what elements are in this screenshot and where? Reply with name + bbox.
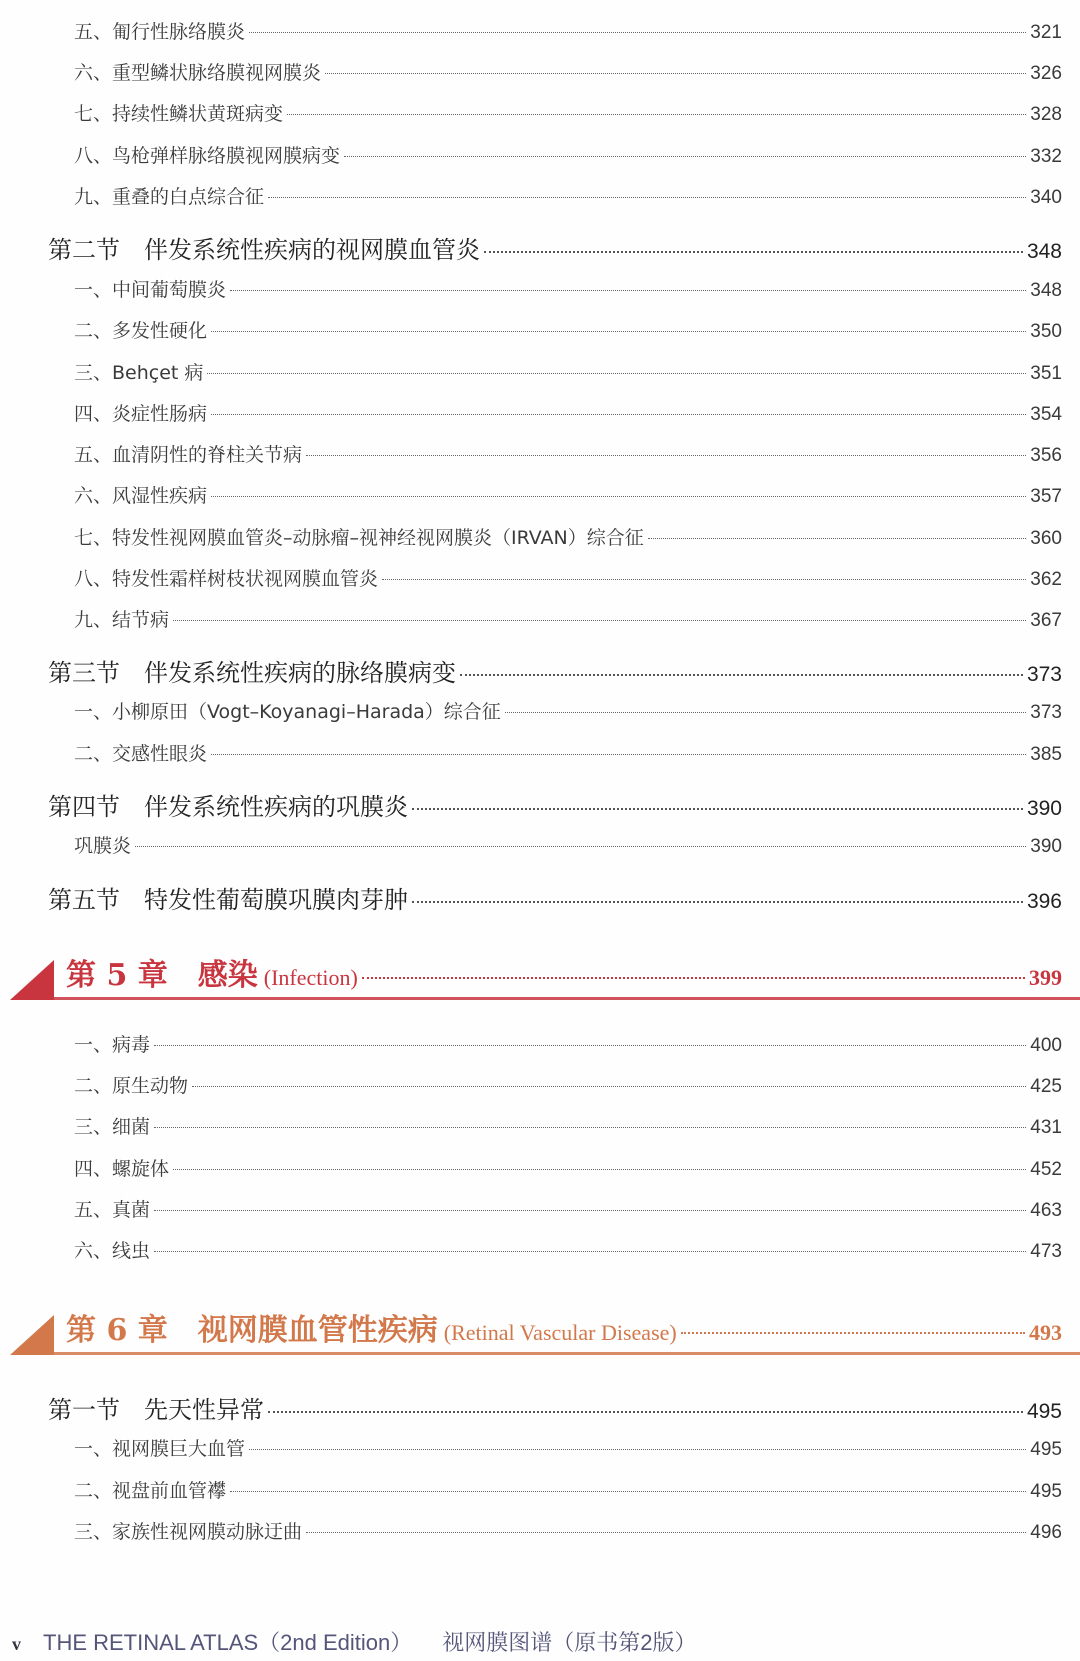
chapter-heading[interactable] [10, 1311, 1080, 1355]
dot-leader [681, 1332, 1025, 1334]
toc-entry[interactable] [74, 399, 1062, 425]
page-number: 473 [1030, 1241, 1062, 1262]
entry-title: 六、风湿性疾病 [74, 485, 208, 507]
toc-entry[interactable] [74, 697, 1062, 723]
entry-title: 九、重叠的白点综合征 [74, 186, 265, 208]
page-number: 495 [1026, 1400, 1062, 1423]
chapter-triangle-marker [10, 960, 54, 1000]
entry-title: 三、家族性视网膜动脉迂曲 [74, 1521, 303, 1543]
dot-leader [211, 754, 1026, 755]
entry-title: 二、原生动物 [74, 1075, 189, 1097]
page-number: 399 [1029, 965, 1062, 990]
entry-title: 七、持续性鳞状黄斑病变 [74, 103, 284, 125]
page-number: 350 [1030, 321, 1062, 342]
page-number: 373 [1030, 702, 1062, 723]
dot-leader [173, 620, 1026, 621]
chapter-title: 视网膜血管性疾病 [197, 1313, 438, 1348]
dot-leader [154, 1127, 1026, 1128]
toc-entry[interactable] [74, 275, 1062, 301]
chapter-title-en: (Retinal Vascular Disease) [443, 1320, 677, 1345]
entry-title: 六、重型鳞状脉络膜视网膜炎 [74, 62, 322, 84]
dot-leader [154, 1045, 1026, 1046]
dot-leader [211, 496, 1026, 497]
entry-title: 七、特发性视网膜血管炎–动脉瘤–视神经视网膜炎（IRVAN）综合征 [74, 527, 644, 549]
dot-leader [230, 290, 1026, 291]
dot-leader [173, 1169, 1026, 1170]
toc-entry[interactable] [74, 440, 1062, 466]
chapter-number: 第 6 章 [66, 1313, 168, 1348]
section-entry[interactable] [48, 880, 1062, 912]
entry-title: 八、鸟枪弹样脉络膜视网膜病变 [74, 145, 341, 167]
page-number: 396 [1026, 890, 1062, 913]
dot-leader [287, 114, 1026, 115]
dot-leader [344, 156, 1026, 157]
page-number: 493 [1029, 1320, 1062, 1345]
dot-leader [460, 674, 1023, 676]
page-number: 351 [1030, 363, 1062, 384]
entry-title: 八、特发性霜样树枝状视网膜血管炎 [74, 568, 379, 590]
page-number: 425 [1030, 1076, 1062, 1097]
dot-leader [648, 538, 1027, 539]
entry-title: 巩膜炎 [74, 835, 132, 857]
toc-entry[interactable] [74, 831, 1062, 857]
toc-entry[interactable] [74, 141, 1062, 167]
section-entry[interactable] [48, 1390, 1062, 1422]
dot-leader [362, 977, 1025, 979]
entry-title: 第二节 伴发系统性疾病的视网膜血管炎 [48, 236, 480, 264]
entry-title: 一、中间葡萄膜炎 [74, 279, 227, 301]
entry-title: 三、细菌 [74, 1116, 151, 1138]
toc-entry[interactable] [74, 564, 1062, 590]
entry-title: 二、多发性硬化 [74, 320, 208, 342]
dot-leader [268, 197, 1026, 198]
toc-entry[interactable] [74, 523, 1062, 549]
dot-leader [230, 1491, 1026, 1492]
chapter-title: 感染 [197, 958, 258, 993]
toc-entry[interactable] [74, 481, 1062, 507]
chapter-number: 第 5 章 [66, 958, 168, 993]
dot-leader [306, 1532, 1026, 1533]
entry-title: 第三节 伴发系统性疾病的脉络膜病变 [48, 659, 456, 687]
dot-leader [484, 251, 1023, 253]
page-number: 452 [1030, 1159, 1062, 1180]
page-number: 362 [1030, 569, 1062, 590]
entry-title: 五、真菌 [74, 1199, 151, 1221]
page-number: 463 [1030, 1200, 1062, 1221]
toc-entry[interactable] [74, 1195, 1062, 1221]
dot-leader [268, 1411, 1023, 1413]
page-number: 326 [1030, 63, 1062, 84]
entry-title: 一、视网膜巨大血管 [74, 1438, 246, 1460]
entry-title: 二、交感性眼炎 [74, 743, 208, 765]
page-number: 400 [1030, 1035, 1062, 1056]
dot-leader [412, 808, 1023, 810]
toc-entry[interactable] [74, 1030, 1062, 1056]
page-number: 385 [1030, 744, 1062, 765]
entry-title: 第五节 特发性葡萄膜巩膜肉芽肿 [48, 886, 408, 914]
toc-entry[interactable] [74, 1476, 1062, 1502]
page-number: 357 [1030, 486, 1062, 507]
chapter-title-en: (Infection) [263, 965, 358, 990]
book-title-en: THE RETINAL ATLAS（2nd Edition） [43, 1630, 413, 1655]
page-number: 360 [1030, 528, 1062, 549]
page-number: 495 [1030, 1481, 1062, 1502]
dot-leader [505, 712, 1027, 713]
page-number: 356 [1030, 445, 1062, 466]
chapter-underline [54, 997, 1080, 1000]
page-number: 348 [1026, 240, 1062, 263]
entry-title: 一、小柳原田（Vogt–Koyanagi–Harada）综合征 [74, 701, 501, 723]
entry-title: 三、Behçet 病 [74, 362, 204, 384]
dot-leader [211, 414, 1026, 415]
toc-entry[interactable] [74, 99, 1062, 125]
page-number: 373 [1026, 663, 1062, 686]
page-number: 367 [1030, 610, 1062, 631]
dot-leader [412, 901, 1023, 903]
toc-entry[interactable] [74, 1434, 1062, 1460]
chapter-heading[interactable] [10, 956, 1080, 1000]
toc-entry[interactable] [74, 358, 1062, 384]
page-footer [12, 1626, 697, 1657]
section-entry[interactable] [48, 230, 1062, 262]
toc-entry[interactable] [74, 1236, 1062, 1262]
entry-title: 六、线虫 [74, 1240, 151, 1262]
chapter-triangle-marker [10, 1315, 54, 1355]
entry-title: 四、炎症性肠病 [74, 403, 208, 425]
dot-leader [249, 32, 1026, 33]
dot-leader [154, 1251, 1026, 1252]
dot-leader [135, 846, 1026, 847]
entry-title: 第四节 伴发系统性疾病的巩膜炎 [48, 793, 408, 821]
page-number: 495 [1030, 1439, 1062, 1460]
dot-leader [154, 1210, 1026, 1211]
chapter-underline [54, 1352, 1080, 1355]
section-entry[interactable] [48, 787, 1062, 819]
page-number: 348 [1030, 280, 1062, 301]
section-entry[interactable] [48, 653, 1062, 685]
dot-leader [207, 373, 1026, 374]
toc-entry[interactable] [74, 1071, 1062, 1097]
page-number: 340 [1030, 187, 1062, 208]
page-number: 321 [1030, 22, 1062, 43]
toc-entry[interactable] [74, 1112, 1062, 1138]
page-number: 390 [1026, 797, 1062, 820]
entry-title: 五、血清阴性的脊柱关节病 [74, 444, 303, 466]
dot-leader [306, 455, 1026, 456]
entry-title: 五、匍行性脉络膜炎 [74, 21, 246, 43]
dot-leader [382, 579, 1026, 580]
toc-entry[interactable] [74, 1517, 1062, 1543]
dot-leader [192, 1086, 1026, 1087]
entry-title: 第一节 先天性异常 [48, 1396, 264, 1424]
dot-leader [249, 1449, 1026, 1450]
page-number: 354 [1030, 404, 1062, 425]
entry-title: 一、病毒 [74, 1034, 151, 1056]
toc-entry[interactable] [74, 17, 1062, 43]
entry-title: 九、结节病 [74, 609, 170, 631]
dot-leader [211, 331, 1026, 332]
toc-entry[interactable] [74, 58, 1062, 84]
page-number: 332 [1030, 146, 1062, 167]
page-number: 496 [1030, 1522, 1062, 1543]
toc-entry[interactable] [74, 605, 1062, 631]
page-number: 328 [1030, 104, 1062, 125]
toc-entry[interactable] [74, 739, 1062, 765]
entry-title: 二、视盘前血管襻 [74, 1480, 227, 1502]
toc-entry[interactable] [74, 1154, 1062, 1180]
page-number: 390 [1030, 836, 1062, 857]
entry-title: 四、螺旋体 [74, 1158, 170, 1180]
toc-entry[interactable] [74, 182, 1062, 208]
page-number: 431 [1030, 1117, 1062, 1138]
book-title-zh: 视网膜图谱（原书第2版） [442, 1630, 697, 1655]
toc-entry[interactable] [74, 316, 1062, 342]
page-number: v [12, 1634, 21, 1654]
dot-leader [325, 73, 1026, 74]
